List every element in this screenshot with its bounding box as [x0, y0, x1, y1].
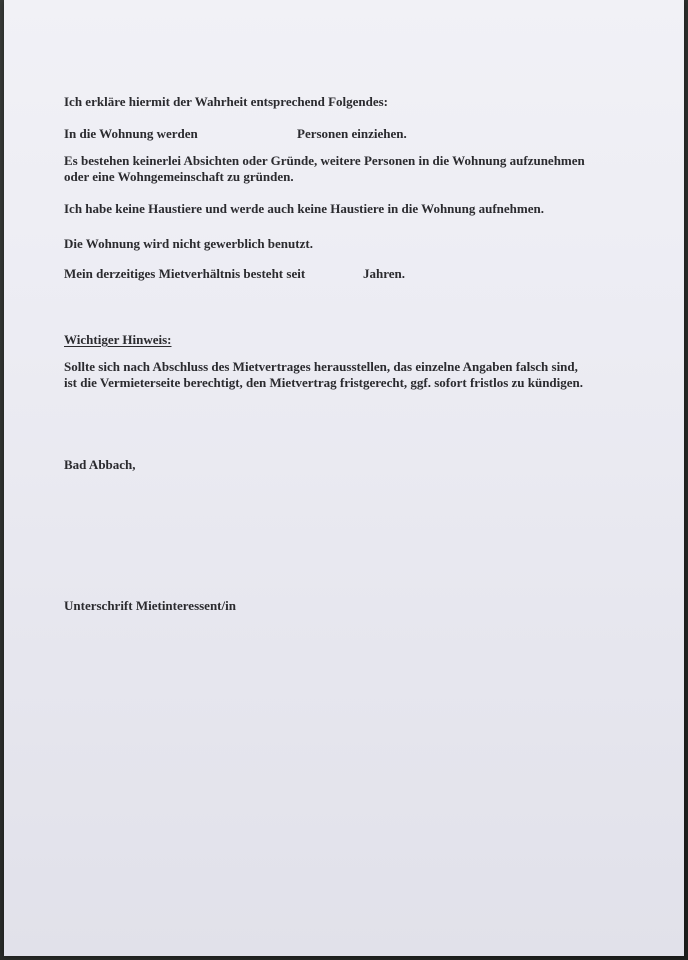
no-more-persons-line-2: oder eine Wohngemeinschaft zu gründen.: [64, 169, 294, 184]
notice-line-2: ist die Vermieterseite berechtigt, den Mietvertrag fristgerecht, ggf. sofort fristlos zu kündigen.: [64, 375, 584, 390]
persons-prefix: In die Wohnung werden: [64, 126, 198, 141]
no-more-persons-line-1: Es bestehen keinerlei Absichten oder Gründe, weitere Personen in die Wohnung aufzunehmen: [64, 153, 585, 168]
tenancy-suffix: Jahren.: [363, 266, 406, 281]
persons-suffix: Personen einziehen.: [297, 126, 407, 141]
tenancy-line: [64, 266, 405, 282]
persons-line: [64, 126, 407, 142]
notice-heading: Wichtiger Hinweis:: [64, 332, 172, 347]
no-pets-statement: Ich habe keine Haustiere und werde auch keine Haustiere in die Wohnung aufnehmen.: [64, 201, 544, 216]
document-sheet: [4, 0, 684, 956]
signature-label: Unterschrift Mietinteressent/in: [64, 598, 236, 613]
intro-statement: Ich erkläre hiermit der Wahrheit entsprechend Folgendes:: [64, 94, 389, 109]
notice-line-1: Sollte sich nach Abschluss des Mietvertrages herausstellen, das einzelne Angaben falsch sind,: [64, 359, 578, 374]
no-commercial-statement: Die Wohnung wird nicht gewerblich benutzt.: [64, 236, 313, 251]
place-date: Bad Abbach,: [64, 457, 136, 472]
tenancy-prefix: Mein derzeitiges Mietverhältnis besteht seit: [64, 266, 306, 281]
